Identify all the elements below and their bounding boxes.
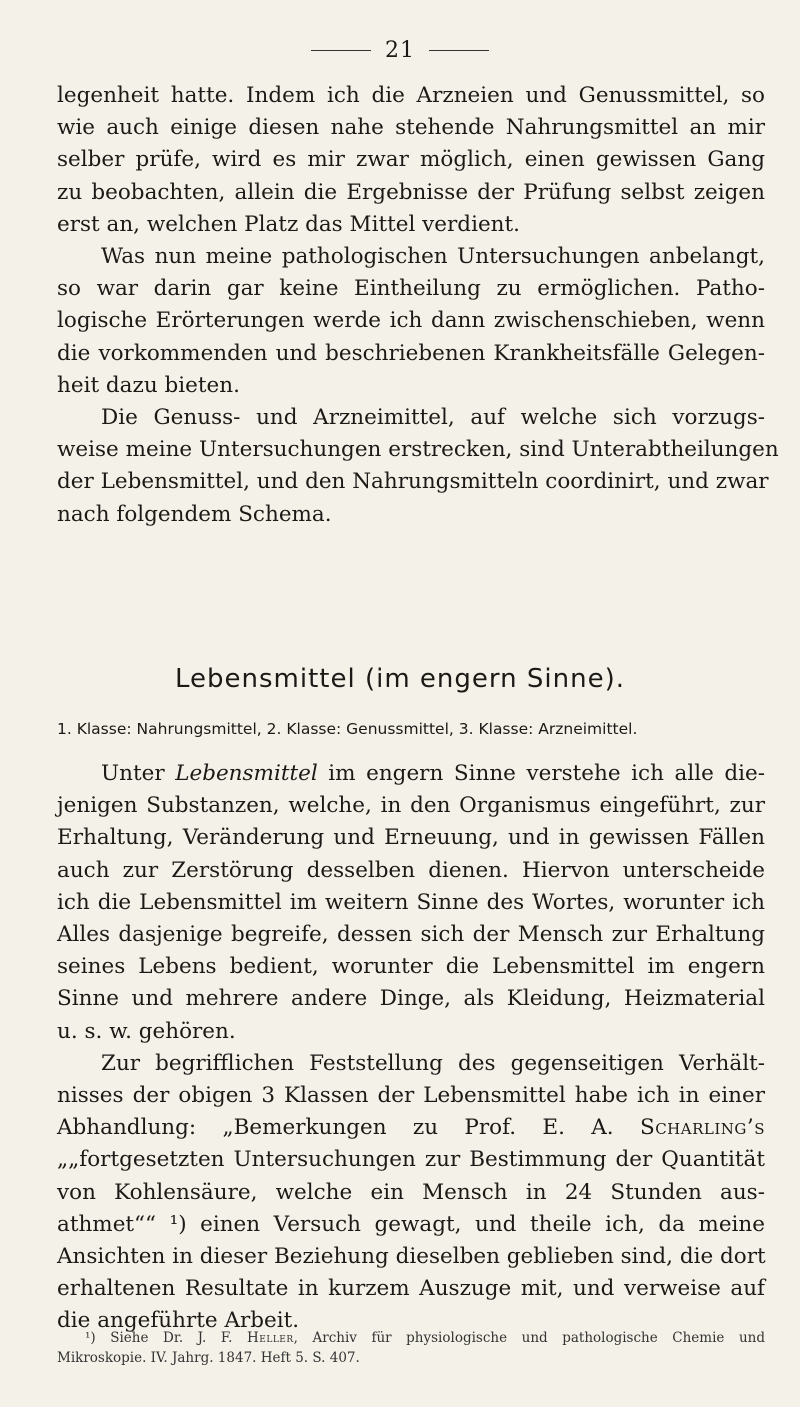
text-line: von Kohlensäure, welche ein Mensch in 24 Stunden aus-	[57, 1179, 765, 1205]
text-line: die angeführte Arbeit.	[57, 1308, 300, 1334]
footnote	[57, 1328, 765, 1368]
text-line: nisses der obigen 3 Klassen der Lebensmittel habe ich in einer	[57, 1083, 765, 1109]
footnote-line: Mikroskopie. IV. Jahrg. 1847. Heft 5. S. 407.	[57, 1350, 360, 1366]
text-span: im engern Sinne verstehe ich alle die-	[317, 761, 765, 786]
text-line: erhaltenen Resultate in kurzem Auszuge mit, und verweise auf	[57, 1276, 765, 1302]
text-line	[57, 1112, 765, 1144]
text-line: wie auch einige diesen nahe stehende Nahrungsmittel an mir	[57, 115, 765, 141]
text-line: Erhaltung, Veränderung und Erneuung, und in gewissen Fällen	[57, 825, 765, 851]
text-line: so war darin gar keine Eintheilung zu ermöglichen. Patho-	[57, 276, 765, 302]
text-line: selber prüfe, wird es mir zwar möglich, einen gewissen Gang	[57, 147, 765, 173]
text-block-middle	[57, 758, 765, 1338]
text-line: logische Erörterungen werde ich dann zwischenschieben, wenn	[57, 308, 765, 334]
section-heading: Lebensmittel (im engern Sinne).	[175, 664, 625, 694]
classes-line: 1. Klasse: Nahrungsmittel, 2. Klasse: Genussmittel, 3. Klasse: Arzneimittel.	[57, 720, 638, 738]
text-line: seines Lebens bedient, worunter die Lebensmittel im engern	[57, 954, 765, 980]
text-line: ich die Lebensmittel im weitern Sinne des Wortes, worunter ich	[57, 889, 765, 915]
page-header	[0, 38, 800, 63]
header-rule-left	[311, 50, 371, 51]
text-line: nach folgendem Schema.	[57, 501, 332, 527]
text-line: heit dazu bieten.	[57, 372, 240, 398]
text-line: die vorkommenden und beschriebenen Krankheitsfälle Gelegen-	[57, 340, 765, 366]
text-line: Ansichten in dieser Beziehung dieselben geblieben sind, die dort	[57, 1244, 766, 1270]
text-span: ¹) Siehe Dr. J. F.	[85, 1330, 247, 1346]
text-line	[57, 758, 765, 790]
author-name: Heller	[247, 1330, 294, 1346]
header-rule-right	[429, 50, 489, 51]
text-line: Sinne und mehrere andere Dinge, als Kleidung, Heizmaterial	[57, 986, 765, 1012]
text-line: u. s. w. gehören.	[57, 1018, 236, 1044]
text-line: jenigen Substanzen, welche, in den Organismus eingeführt, zur	[57, 793, 765, 819]
text-line: Alles dasjenige begreife, dessen sich der Mensch zur Erhaltung	[57, 922, 765, 948]
text-line: Die Genuss- und Arzneimittel, auf welche sich vorzugs-	[101, 405, 765, 431]
text-line: erst an, welchen Platz das Mittel verdient.	[57, 211, 520, 237]
text-line: Zur begrifflichen Feststellung des gegenseitigen Verhält-	[101, 1050, 765, 1076]
text-line: weise meine Untersuchungen erstrecken, sind Unterabtheilungen	[57, 437, 779, 463]
text-block-top	[57, 80, 779, 531]
footnote-line	[57, 1328, 765, 1348]
text-line: legenheit hatte. Indem ich die Arzneien und Genussmittel, so	[57, 83, 765, 108]
text-span: Unter	[101, 761, 176, 786]
text-span: , Archiv für physiologische und pathologische Chemie und	[293, 1330, 765, 1346]
text-line: der Lebensmittel, und den Nahrungsmitteln coordinirt, und zwar	[57, 469, 769, 495]
text-span: Abhandlung: „Bemerkungen zu Prof. E. A.	[57, 1115, 640, 1141]
author-name: Scharling’s	[639, 1115, 765, 1141]
text-line: auch zur Zerstörung desselben dienen. Hiervon unterscheide	[57, 857, 765, 883]
text-line: athmet““ ¹) einen Versuch gewagt, und theile ich, da meine	[57, 1211, 765, 1237]
page-number: 21	[385, 38, 415, 63]
text-line: Was nun meine pathologischen Untersuchungen anbelangt,	[101, 244, 765, 270]
text-line: „„fortgesetzten Untersuchungen zur Bestimmung der Quantität	[57, 1147, 765, 1173]
text-line: zu beobachten, allein die Ergebnisse der Prüfung selbst zeigen	[57, 179, 765, 205]
italic-term: Lebensmittel	[175, 761, 318, 786]
